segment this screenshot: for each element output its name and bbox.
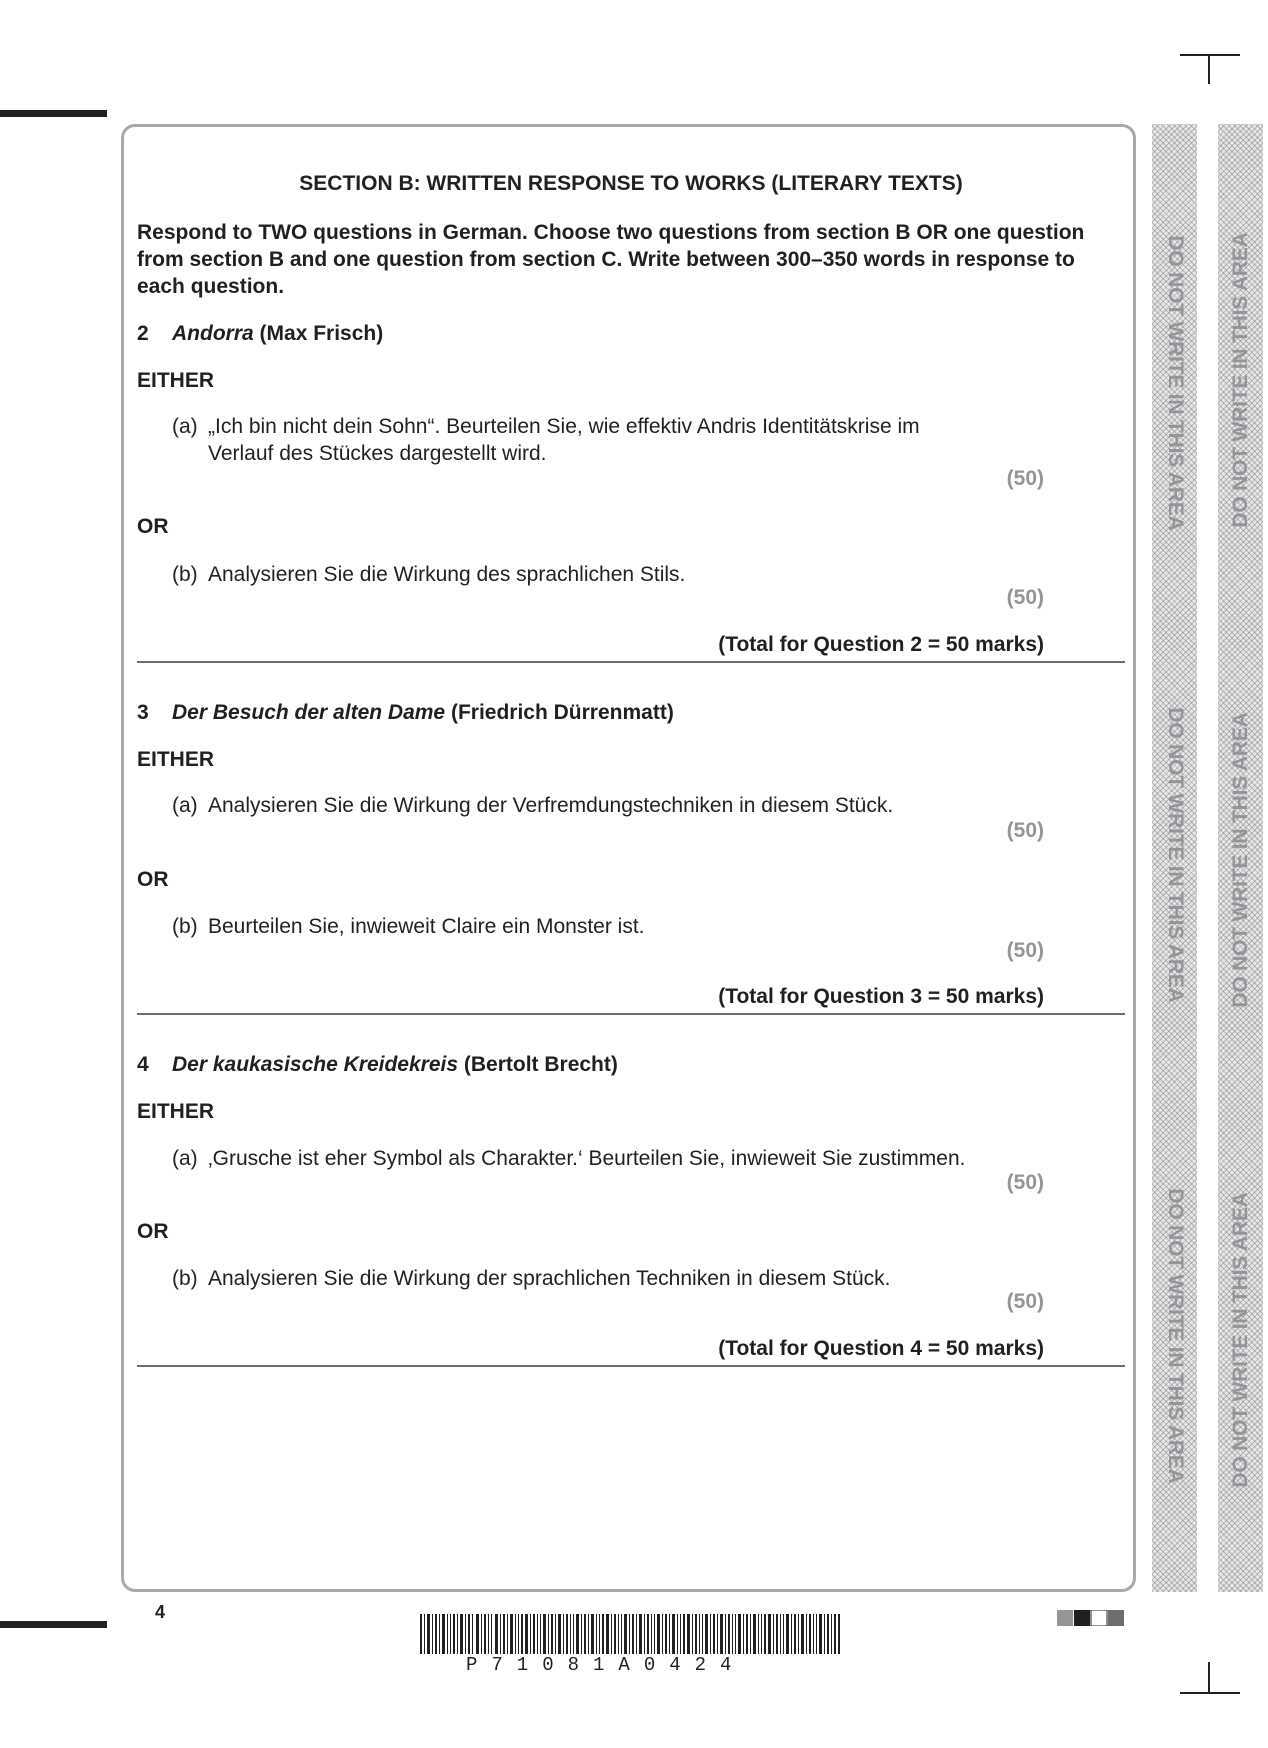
question-2-number: 2 [137,322,149,345]
margin-warning-outer-1: DO NOT WRITE IN THIS AREA [1229,232,1252,528]
question-2-part-a-label: (a) [172,415,198,438]
question-4-part-a-label: (a) [172,1147,198,1170]
margin-warning-outer-3: DO NOT WRITE IN THIS AREA [1229,1192,1252,1488]
question-3-part-a-label: (a) [172,794,198,817]
crop-mark-bottom-v [1208,1662,1210,1692]
question-2-author: (Max Frisch) [259,322,384,345]
question-3-part-a-marks: (50) [1006,819,1044,842]
edge-bar-top [0,110,107,117]
question-3-part-b-label: (b) [172,915,198,938]
margin-warning-outer-2: DO NOT WRITE IN THIS AREA [1229,712,1252,1008]
question-3-or: OR [137,868,169,891]
question-3-title: Der Besuch der alten Dame [172,701,446,724]
question-2-divider [137,661,1125,663]
question-3-divider [137,1013,1125,1015]
question-4-part-b-marks: (50) [1006,1290,1044,1313]
question-3-either: EITHER [137,748,215,771]
question-3-part-b-text: Beurteilen Sie, inwieweit Claire ein Monster ist. [208,915,645,938]
question-3-heading [172,699,674,726]
question-4-heading [172,1051,618,1078]
question-4-or: OR [137,1220,169,1243]
question-4-total: (Total for Question 4 = 50 marks) [718,1337,1044,1360]
question-2-part-b-marks: (50) [1006,586,1044,609]
question-3-total: (Total for Question 3 = 50 marks) [718,985,1044,1008]
question-2-part-a-line1: „Ich bin nicht dein Sohn“. Beurteilen Sie, wie effektiv Andris Identitätskrise im [208,415,920,438]
question-2-part-a-line2: Verlauf des Stückes dargestellt wird. [208,442,547,465]
instructions: Respond to TWO questions in German. Choose two questions from section B OR one question from section B and one question from section C. Write between 300–350 words in response to each question. [137,221,1085,298]
question-4-part-b-text: Analysieren Sie die Wirkung der sprachlichen Techniken in diesem Stück. [208,1267,891,1290]
question-4-title: Der kaukasische Kreidekreis [172,1053,459,1076]
margin-warning-inner-1: DO NOT WRITE IN THIS AREA [1164,235,1187,531]
question-3-number: 3 [137,701,149,724]
question-4-number: 4 [137,1053,149,1076]
question-2-or: OR [137,515,169,538]
question-2-part-b-label: (b) [172,563,198,586]
question-2-heading [172,320,383,347]
barcode-number: P71081A0424 [466,1654,746,1676]
edge-bar-bottom [0,1621,107,1628]
page-number: 4 [155,1602,166,1622]
color-registration-blocks [1057,1610,1125,1626]
question-2-either: EITHER [137,369,215,392]
section-heading: SECTION B: WRITTEN RESPONSE TO WORKS (LITERARY TEXTS) [299,172,963,195]
question-2-part-b-text: Analysieren Sie die Wirkung des sprachlichen Stils. [208,563,686,586]
question-4-part-a-marks: (50) [1006,1171,1044,1194]
question-3-author: (Friedrich Dürrenmatt) [450,701,674,724]
question-4-either: EITHER [137,1100,215,1123]
crop-mark-top-v [1208,54,1210,84]
question-2-part-a-marks: (50) [1006,467,1044,490]
question-2-total: (Total for Question 2 = 50 marks) [718,633,1044,656]
margin-warning-inner-3: DO NOT WRITE IN THIS AREA [1164,1188,1187,1484]
question-2-title: Andorra [172,322,254,345]
crop-mark-bottom-h [1180,1692,1240,1694]
margin-warning-inner-2: DO NOT WRITE IN THIS AREA [1164,707,1187,1003]
question-4-part-a-text: ‚Grusche ist eher Symbol als Charakter.‘ Beurteilen Sie, inwieweit Sie zustimmen. [208,1147,966,1170]
question-4-author: (Bertolt Brecht) [463,1053,618,1076]
barcode [420,1614,840,1654]
crop-mark-top-h [1180,54,1240,56]
question-3-part-b-marks: (50) [1006,939,1044,962]
question-3-part-a-text: Analysieren Sie die Wirkung der Verfremdungstechniken in diesem Stück. [208,794,894,817]
question-4-divider [137,1365,1125,1367]
question-4-part-b-label: (b) [172,1267,198,1290]
